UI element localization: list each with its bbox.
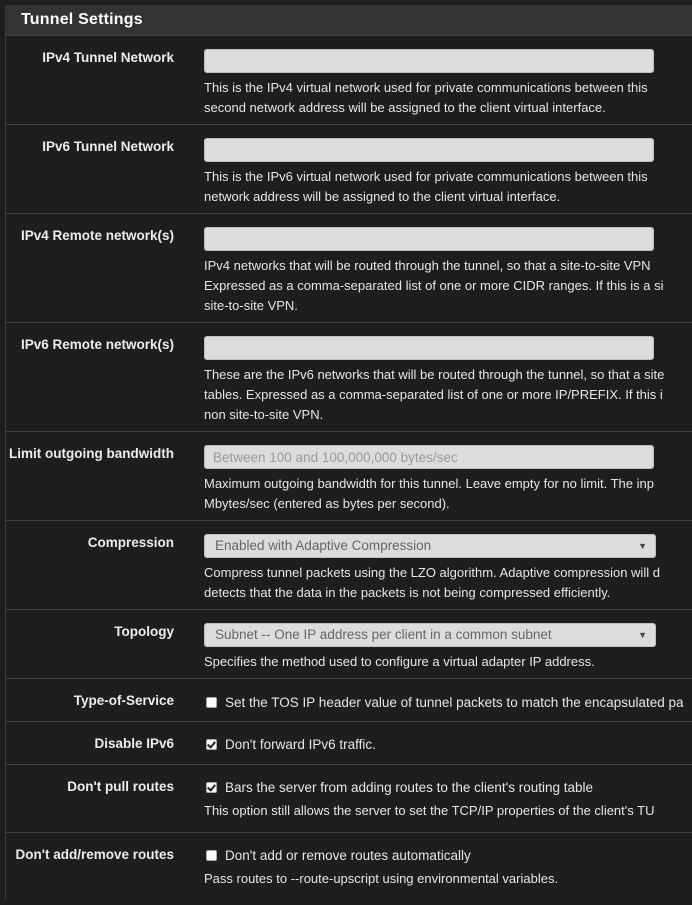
panel-title: Tunnel Settings xyxy=(6,5,692,36)
dont-add-remove-routes-label: Don't add/remove routes xyxy=(15,847,174,862)
ipv6-remote-networks-label: IPv6 Remote network(s) xyxy=(20,337,174,352)
type-of-service-checkbox[interactable] xyxy=(206,697,217,708)
ipv4-remote-networks-field xyxy=(204,227,692,316)
row-topology xyxy=(6,610,692,679)
compression-help: Compress tunnel packets using the LZO algorithm. Adaptive compression will d detects that the data in the packets is not being compressed efficiently. xyxy=(204,565,660,600)
row-limit-outgoing-bandwidth xyxy=(6,432,692,521)
row-dont-pull-routes xyxy=(6,765,692,833)
dont-pull-routes-help: This option still allows the server to set the TCP/IP properties of the client's TU xyxy=(204,803,655,818)
ipv4-remote-networks-help: IPv4 networks that will be routed through the tunnel, so that a site-to-site VPN Expressed as a comma-separated list of one or more CIDR ranges. If this is a si site-to-site VPN. xyxy=(204,258,664,313)
topology-field xyxy=(204,623,692,672)
topology-select[interactable] xyxy=(204,623,656,647)
row-type-of-service xyxy=(6,679,692,722)
ipv4-remote-networks-input[interactable] xyxy=(204,227,654,251)
ipv4-tunnel-network-label: IPv4 Tunnel Network xyxy=(42,50,174,65)
limit-outgoing-bandwidth-field xyxy=(204,445,692,514)
disable-ipv6-option[interactable]: Don't forward IPv6 traffic. xyxy=(204,736,692,754)
limit-outgoing-bandwidth-input[interactable] xyxy=(204,445,654,469)
ipv6-tunnel-network-input[interactable] xyxy=(204,138,654,162)
dont-add-remove-routes-help: Pass routes to --route-upscript using environmental variables. xyxy=(204,871,559,886)
chevron-down-icon: ▼ xyxy=(638,630,647,640)
dont-pull-routes-field xyxy=(204,779,692,821)
row-disable-ipv6 xyxy=(6,722,692,765)
row-dont-add-remove-routes xyxy=(6,833,692,901)
type-of-service-option[interactable]: Set the TOS IP header value of tunnel packets to match the encapsulated pa xyxy=(204,694,692,712)
ipv6-remote-networks-input[interactable] xyxy=(204,336,654,360)
limit-outgoing-bandwidth-help: Maximum outgoing bandwidth for this tunnel. Leave empty for no limit. The inp Mbytes/sec (entered as bytes per second). xyxy=(204,476,654,511)
topology-help: Specifies the method used to configure a virtual adapter IP address. xyxy=(204,654,595,669)
dont-pull-routes-option[interactable]: Bars the server from adding routes to the client's routing table xyxy=(204,779,692,797)
ipv4-tunnel-network-help: This is the IPv4 virtual network used for private communications between this second network address will be assigned to the client virtual interface. xyxy=(204,80,648,115)
topology-selected-value: Subnet -- One IP address per client in a common subnet xyxy=(215,627,552,642)
limit-outgoing-bandwidth-label: Limit outgoing bandwidth xyxy=(9,446,174,461)
topology-label: Topology xyxy=(114,624,174,639)
row-ipv6-tunnel-network xyxy=(6,125,692,214)
ipv4-remote-networks-label: IPv4 Remote network(s) xyxy=(20,228,174,243)
row-ipv4-tunnel-network xyxy=(6,36,692,125)
ipv6-tunnel-network-help: This is the IPv6 virtual network used for private communications between this network address will be assigned to the client virtual interface. xyxy=(204,169,648,204)
ipv6-remote-networks-field xyxy=(204,336,692,425)
compression-field xyxy=(204,534,692,603)
row-ipv4-remote-networks xyxy=(6,214,692,323)
dont-add-remove-routes-option[interactable]: Don't add or remove routes automatically xyxy=(204,847,692,865)
type-of-service-field xyxy=(204,694,692,712)
tunnel-settings-panel xyxy=(5,5,692,900)
compression-label: Compression xyxy=(87,535,174,550)
type-of-service-label: Type-of-Service xyxy=(73,693,174,708)
dont-add-remove-routes-field xyxy=(204,847,692,889)
ipv6-tunnel-network-label: IPv6 Tunnel Network xyxy=(42,139,174,154)
ipv4-tunnel-network-field xyxy=(204,49,692,118)
row-ipv6-remote-networks xyxy=(6,323,692,432)
ipv6-remote-networks-help: These are the IPv6 networks that will be routed through the tunnel, so that a site tables. Expressed as a comma-separated list of one or more IP/PREFIX. If this i non site-to-site VPN. xyxy=(204,367,665,422)
chevron-down-icon: ▼ xyxy=(638,541,647,551)
dont-pull-routes-checkbox[interactable] xyxy=(206,782,217,793)
dont-pull-routes-label: Don't pull routes xyxy=(67,779,174,794)
row-compression xyxy=(6,521,692,610)
ipv6-tunnel-network-field xyxy=(204,138,692,207)
compression-selected-value: Enabled with Adaptive Compression xyxy=(215,538,432,553)
disable-ipv6-field xyxy=(204,736,692,754)
disable-ipv6-label: Disable IPv6 xyxy=(94,736,174,751)
ipv4-tunnel-network-input[interactable] xyxy=(204,49,654,73)
disable-ipv6-checkbox[interactable] xyxy=(206,739,217,750)
dont-add-remove-routes-checkbox[interactable] xyxy=(206,850,217,861)
compression-select[interactable] xyxy=(204,534,656,558)
